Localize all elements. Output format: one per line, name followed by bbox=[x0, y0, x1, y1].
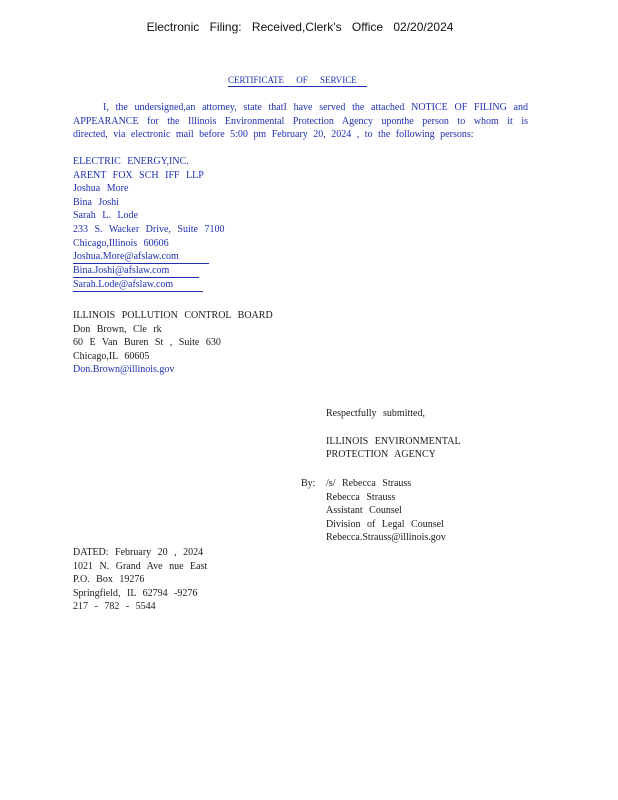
closing-text: Respectfully submitted, bbox=[326, 408, 425, 419]
recipient-1-company: ELECTRIC ENERGY,INC. bbox=[73, 156, 189, 167]
certificate-title: CERTIFICATE OF SERVICE bbox=[228, 75, 367, 87]
signer-title: Assistant Counsel bbox=[326, 505, 402, 517]
email-link[interactable]: Joshua.More@afslaw.com bbox=[73, 251, 209, 264]
recipient-2-org: ILLINOIS POLLUTION CONTROL BOARD bbox=[73, 310, 273, 321]
by-label: By: bbox=[301, 478, 316, 489]
filing-stamp: Electronic Filing: Received,Clerk's Office 02/20/2024 bbox=[146, 20, 454, 34]
agency-name-line1: ILLINOIS ENVIRONMENTAL bbox=[326, 435, 461, 447]
dated-line: DATED: February 20 , 2024 bbox=[73, 547, 204, 558]
recipient-1-person: Sarah L. Lode bbox=[73, 210, 138, 222]
dated-block bbox=[73, 546, 207, 614]
recipient-2-street: 60 E Van Buren St , Suite 630 bbox=[73, 337, 221, 349]
recipient-1-street: 233 S. Wacker Drive, Suite 7100 bbox=[73, 223, 225, 235]
recipient-1-firm: ARENT FOX SCH IFF LLP bbox=[73, 169, 204, 181]
signer-name: Rebecca Strauss bbox=[326, 491, 396, 503]
certificate-intro-paragraph: I, the undersigned,an attorney, state thatI have served the attached NOTICE OF FILING and APPEARANCE for the Illinois Environmental Protection Agency uponthe person to whom it is directed, via electronic mail before 5:00 pm February 20, 2024 , to the following persons: bbox=[73, 102, 528, 140]
signer-email: Rebecca.Strauss@illinois.gov bbox=[326, 532, 446, 544]
signature-closing-block bbox=[326, 407, 461, 462]
email-link[interactable]: Sarah.Lode@afslaw.com bbox=[73, 279, 203, 292]
recipient-1-person: Joshua More bbox=[73, 183, 129, 195]
recipient-1-person: Bina Joshi bbox=[73, 196, 119, 208]
signature-block bbox=[326, 477, 446, 545]
signer-division: Division of Legal Counsel bbox=[326, 518, 444, 530]
phone-number: 217 - 782 - 5544 bbox=[73, 601, 156, 613]
recipient-1-city: Chicago,Illinois 60606 bbox=[73, 237, 169, 249]
address-street: 1021 N. Grand Ave nue East bbox=[73, 560, 208, 572]
agency-name-line2: PROTECTION AGENCY bbox=[326, 449, 436, 461]
address-city: Springfield, IL 62794 -9276 bbox=[73, 587, 198, 599]
recipient-2-person: Don Brown, Cle rk bbox=[73, 323, 162, 335]
recipient-2-city: Chicago,IL 60605 bbox=[73, 350, 150, 362]
recipient-block-1 bbox=[73, 155, 225, 292]
recipient-block-2 bbox=[73, 309, 273, 377]
address-po-box: P.O. Box 19276 bbox=[73, 574, 145, 586]
recipient-2-email[interactable]: Don.Brown@illinois.gov bbox=[73, 364, 175, 376]
email-link[interactable]: Bina.Joshi@afslaw.com bbox=[73, 265, 199, 278]
signature-line: /s/ Rebecca Strauss bbox=[326, 478, 412, 489]
